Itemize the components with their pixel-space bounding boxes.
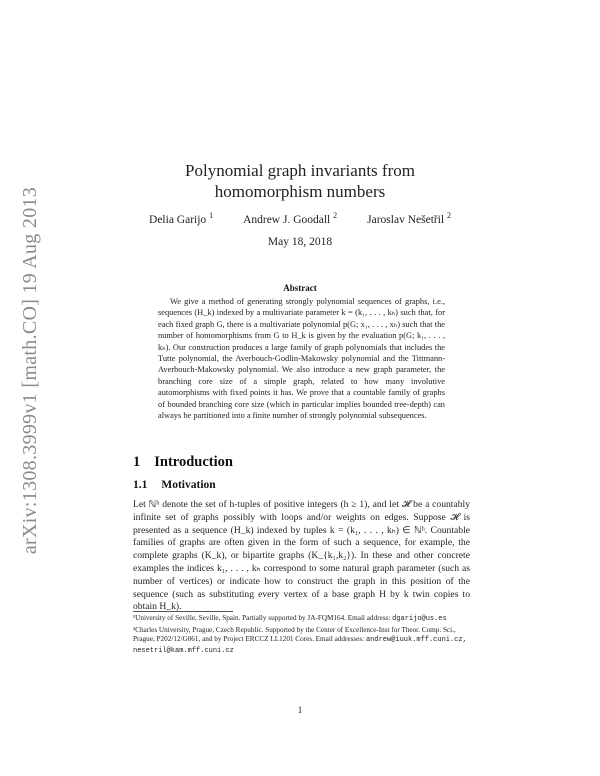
author	[367, 211, 451, 226]
section-heading	[133, 454, 233, 471]
paper-title	[0, 160, 600, 202]
footnote-1-text: ¹University of Seville, Seville, Spain. Partially supported by JA-FQM164. Email address:	[133, 614, 393, 622]
author	[243, 211, 337, 226]
subsection-heading	[133, 479, 216, 491]
footnote-2	[133, 626, 470, 657]
body-paragraph: Let ℕʰ denote the set of h-tuples of positive integers (h ≥ 1), and let 𝓗 be a countably infinite set of graphs possibly with loops and/or weights on edges. Suppose 𝓗 is presented as a sequence (H_k) indexed by tuples k = (k₁, . . . , kₕ) ∈ ℕʰ. Countable families of graphs are often given in the form of such a sequence, for example, the complete graphs (K_k), or bipartite graphs (K_{k₁,k₂}). In these and other concrete examples the indices k₁, . . . , kₕ correspond to some natural graph parameter (such as number of vertices) or indicate how to construct the graph in this position of the sequence (such as substituting every vertex of a base graph H by k twin copies to obtain H_k).	[133, 499, 470, 613]
author-affiliation-mark: 1	[209, 211, 214, 220]
paper-date: May 18, 2018	[267, 236, 333, 248]
arxiv-stamp-text: arXiv:1308.3999v1 [math.CO] 19 Aug 2013	[19, 186, 42, 554]
footnote-divider	[133, 611, 233, 612]
subsection-title: Motivation	[161, 479, 216, 491]
title-line-2: homomorphism numbers	[214, 182, 386, 201]
author-name: Jaroslav Nešetřil	[367, 213, 445, 226]
author	[149, 211, 213, 226]
section-number: 1	[133, 454, 141, 470]
footnote-1	[133, 614, 470, 625]
author-name: Andrew J. Goodall	[243, 213, 331, 226]
footnotes	[133, 614, 470, 657]
section-title: Introduction	[154, 454, 233, 470]
subsection-number: 1.1	[133, 479, 148, 491]
title-line-1: Polynomial graph invariants from	[185, 161, 415, 180]
abstract-heading: Abstract	[283, 283, 317, 293]
author-affiliation-mark: 2	[333, 211, 338, 220]
author-affiliation-mark: 2	[446, 211, 451, 220]
page-number: 1	[297, 706, 303, 716]
author-name: Delia Garijo	[149, 213, 207, 226]
footnote-2-emails[interactable]: andrew@iuuk.mff.cuni.cz, nesetril@kam.mff.cuni.cz	[133, 636, 467, 655]
footnote-1-email[interactable]: dgarijo@us.es	[392, 615, 447, 623]
abstract-body: We give a method of generating strongly polynomial sequences of graphs, i.e., sequences (H_k) indexed by a multivariate parameter k = (k₁, . . . , kₕ) such that, for each fixed graph G, there is a multivariate polynomial p(G; x₁, . . . , xₕ) such that the number of homomorphisms from G to H_k is given by the evaluation p(G; k₁, . . . , kₕ). Our construction produces a large family of graph polynomials that includes the Tutte polynomial, the Averbouch-Godlin-Makowsky polynomial and the Tittmann-Averbouch-Makowsky polynomial. We also introduce a new graph parameter, the branching core size of a simple graph, related to how many involutive automorphisms with fixed points it has. We prove that a countable family of graphs of bounded branching core size (which in particular implies bounded tree-depth) can always be partitioned into a finite number of strongly polynomial subsequences.	[158, 297, 445, 421]
arxiv-stamp	[16, 170, 46, 570]
author-list	[0, 211, 600, 226]
footnote-2-text: ²Charles University, Prague, Czech Republic. Supported by the Center of Excellence-Inst for Theor. Comp. Sci., Prague, P202/12/G061, and by Project ERCCZ LL1201 Cores. Email addresses:	[133, 625, 456, 644]
